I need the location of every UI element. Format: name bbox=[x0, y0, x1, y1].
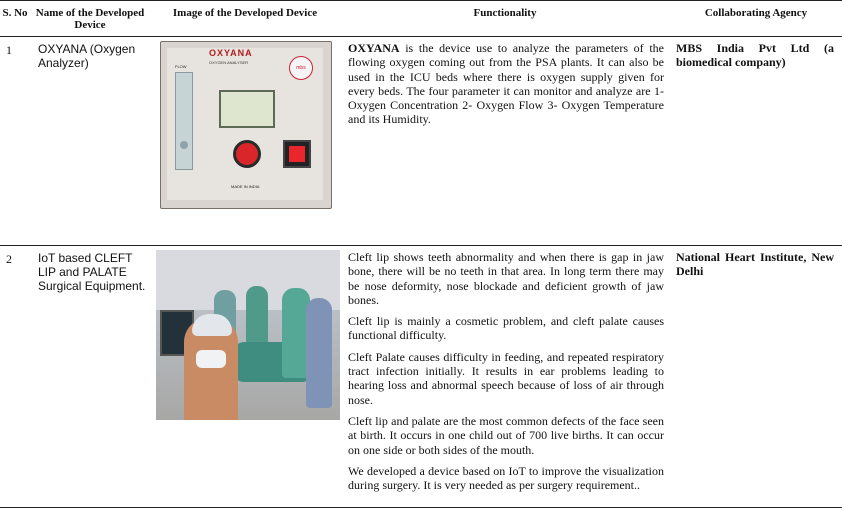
header-collaborating-agency: Collaborating Agency bbox=[670, 1, 842, 37]
power-switch bbox=[283, 140, 311, 168]
table-header-row bbox=[0, 1, 842, 37]
surgery-team-photo bbox=[156, 250, 340, 420]
collaborating-agency: MBS India Pvt Ltd (a biomedical company) bbox=[670, 37, 842, 246]
surgeon-figure bbox=[306, 298, 332, 408]
collaborating-agency: National Heart Institute, New Delhi bbox=[670, 246, 842, 508]
functionality-paragraph: Cleft lip and palate are the most common defects of the face seen at birth. It occurs in one child out of 700 live births. It can occur on one side or both sides of the mouth. bbox=[348, 413, 664, 457]
display-screen bbox=[219, 90, 275, 128]
functionality-paragraph: Cleft Palate causes difficulty in feeding, and repeated respiratory tract infection initially. It results in ear problems leading to hearing loss and abnormal speech because of loss of air through nose. bbox=[348, 349, 664, 407]
oxyana-device-photo bbox=[160, 41, 332, 209]
header-functionality: Functionality bbox=[340, 1, 670, 37]
flowmeter-tube bbox=[175, 72, 193, 170]
functionality-paragraph: Cleft lip is mainly a cosmetic problem, and cleft palate causes functional difficulty. bbox=[348, 314, 664, 343]
device-image-cell bbox=[150, 246, 340, 508]
functionality-lead: OXYANA bbox=[348, 41, 400, 55]
surgical-cap bbox=[192, 314, 232, 336]
flowmeter-float bbox=[180, 141, 188, 149]
functionality-text: is the device use to analyze the parameters of the flowing oxygen coming out from the PSA plants. It can also be used in the ICU beds where there is oxygen supply given for every beds. The four parameter it can monitor and analyze are 1- Oxygen Concentration 2- Oxygen Flow 3- Oxygen Temperature and its Humidity. bbox=[348, 41, 664, 127]
alarm-button bbox=[233, 140, 261, 168]
functionality-paragraph bbox=[348, 41, 664, 127]
header-sno: S. No bbox=[0, 1, 30, 37]
photo-subtitle-text: OXYGEN ANALYSER bbox=[209, 60, 249, 65]
header-device-image: Image of the Developed Device bbox=[150, 1, 340, 37]
header-device-name: Name of the Developed Device bbox=[30, 1, 150, 37]
photo-flow-label: FLOW bbox=[175, 64, 187, 69]
row-sno: 2 bbox=[0, 246, 30, 508]
functionality-paragraph: Cleft lip shows teeth abnormality and when there is gap in jaw bone, there will be no teeth in that area. In long term there may be nose deformity, nose blockade and deficient growth of jaw bones. bbox=[348, 250, 664, 307]
photo-made-in-text: MADE IN INDIA bbox=[231, 184, 260, 189]
photo-brand-text: OXYANA bbox=[209, 48, 253, 58]
device-name: OXYANA (Oxygen Analyzer) bbox=[30, 37, 150, 246]
row-sno: 1 bbox=[0, 37, 30, 246]
functionality-cell bbox=[340, 246, 670, 508]
device-image-cell bbox=[150, 37, 340, 246]
functionality-paragraph: We developed a device based on IoT to improve the visualization during surgery. It is very needed as per surgery requirement.. bbox=[348, 463, 664, 493]
functionality-cell bbox=[340, 37, 670, 246]
mbs-logo: mbs bbox=[289, 56, 313, 80]
device-name: IoT based CLEFT LIP and PALATE Surgical Equipment. bbox=[30, 246, 150, 508]
table-row bbox=[0, 37, 842, 246]
face-mask bbox=[196, 350, 226, 368]
table-row bbox=[0, 246, 842, 508]
surgeon-figure bbox=[246, 286, 268, 346]
